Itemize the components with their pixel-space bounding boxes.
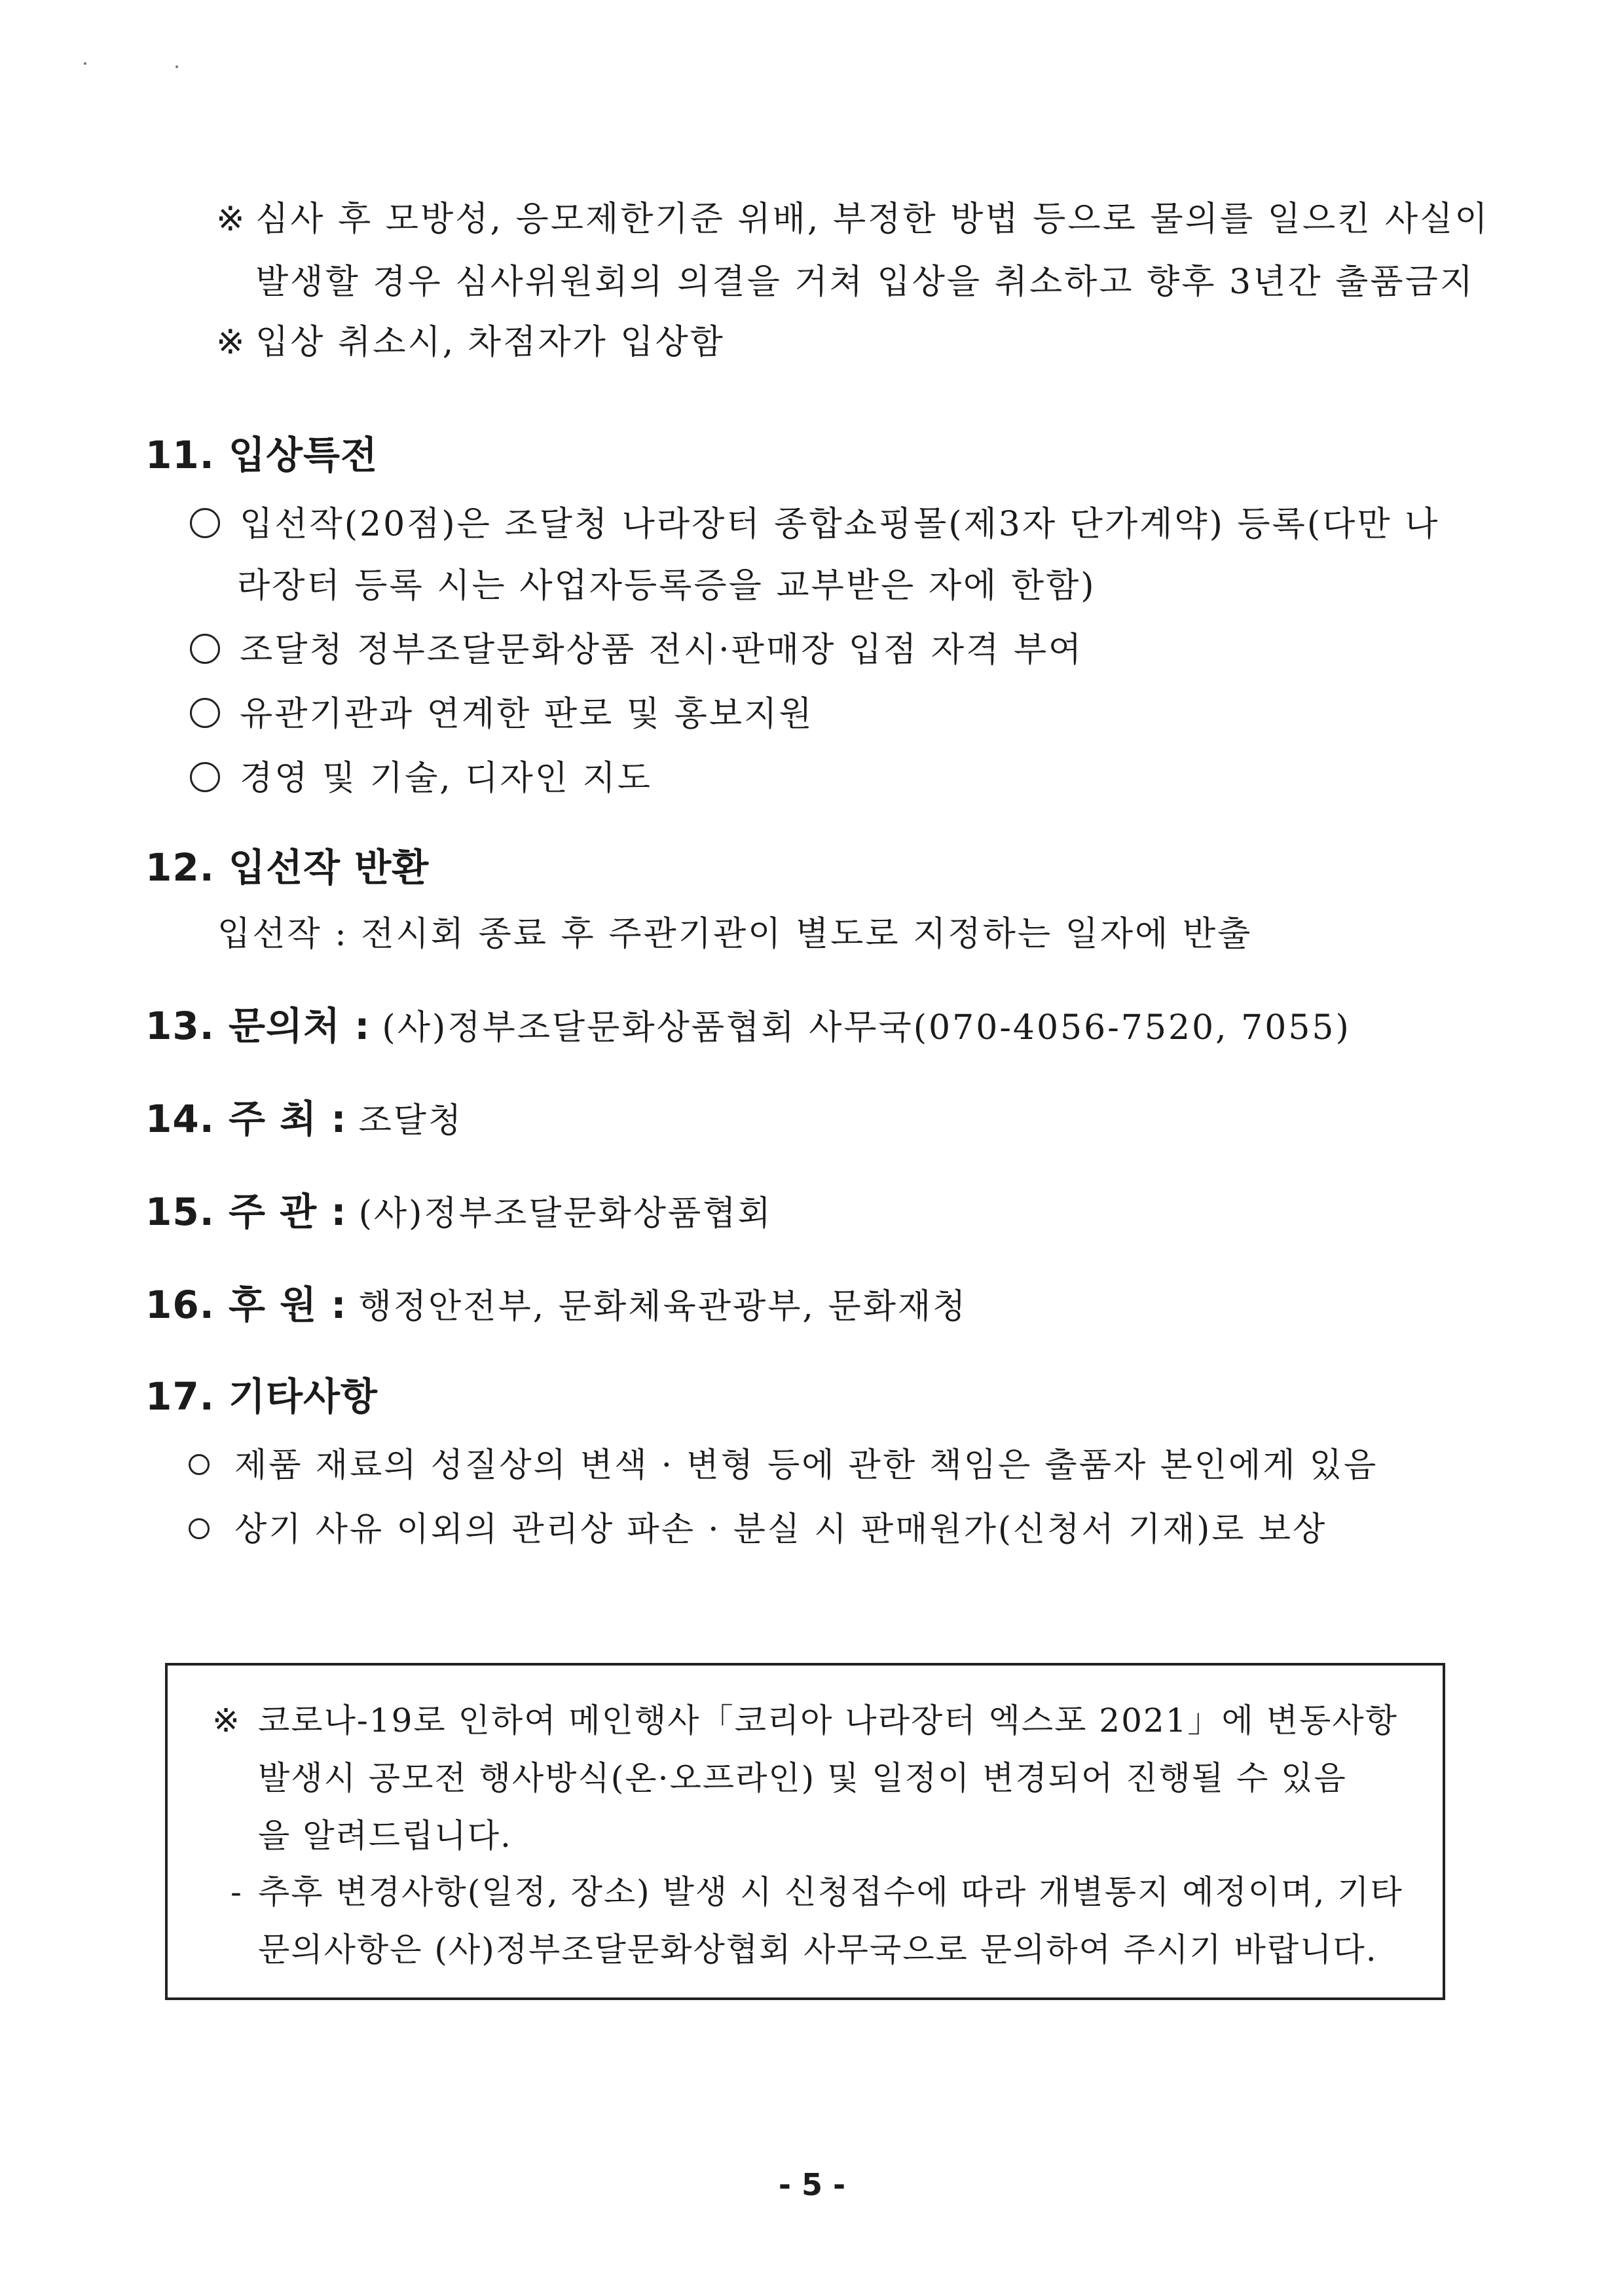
reference-mark: ※: [216, 200, 247, 239]
section-heading: 12. 입선작 반환: [145, 845, 430, 890]
circle-bullet-icon: [190, 508, 220, 538]
section-text: 행정안전부, 문화체육관광부, 문화재청: [358, 1287, 968, 1326]
section-text: (사)정부조달문화상품협회: [358, 1194, 773, 1233]
note-line: ※ 심사 후 모방성, 응모제한기준 위배, 부정한 방법 등으로 물의를 일으킨 사실이: [216, 200, 1490, 239]
section-heading: 16. 후 원 :: [145, 1283, 347, 1327]
organizer-row: [145, 1181, 773, 1236]
notice-line: 발생시 공모전 행사방식(온·오프라인) 및 일정이 변경되어 진행될 수 있음: [258, 1759, 1347, 1797]
circle-bullet-icon: [189, 1518, 210, 1539]
section-heading: 11. 입상특전: [145, 433, 378, 477]
list-item: 제품 재료의 성질상의 변색 · 변형 등에 관한 책임은 출품자 본인에게 있음: [183, 1438, 1378, 1486]
circle-bullet-icon: [189, 1454, 210, 1475]
dash-marker: -: [231, 1873, 243, 1911]
list-item: 경영 및 기술, 디자인 지도: [190, 750, 652, 799]
page-number: - 5 -: [778, 2167, 846, 2202]
reference-mark: ※: [212, 1702, 241, 1740]
list-item: 유관기관과 연계한 판로 및 홍보지원: [190, 686, 814, 735]
section-heading: 17. 기타사항: [145, 1374, 378, 1419]
list-item: 조달청 정부조달문화상품 전시·판매장 입점 자격 부여: [190, 622, 1083, 671]
notice-sub-line: 문의사항은 (사)정부조달문화상협회 사무국으로 문의하여 주시기 바랍니다.: [258, 1931, 1378, 1969]
section-heading: 13. 문의처 :: [145, 1004, 371, 1048]
section-text: 조달청: [358, 1101, 464, 1140]
notice-line: ※ 코로나-19로 인하여 메인행사「코리아 나라장터 엑스포 2021」에 변동사항: [212, 1702, 1398, 1740]
notice-box: [165, 1663, 1445, 2000]
circle-bullet-icon: [190, 634, 220, 664]
list-item-continued: 라장터 등록 시는 사업자등록증을 교부받은 자에 한함): [237, 566, 1096, 606]
notice-sub-line: - 추후 변경사항(일정, 장소) 발생 시 신청접수에 따라 개별통지 예정이며, 기타: [231, 1873, 1403, 1911]
host-row: [145, 1088, 463, 1143]
circle-bullet-icon: [190, 762, 220, 792]
list-item: 입선작(20점)은 조달청 나라장터 종합쇼핑몰(제3자 단가계약) 등록(다만 나: [190, 496, 1439, 545]
circle-bullet-icon: [190, 698, 220, 728]
section-heading: 14. 주 최 :: [145, 1097, 347, 1141]
note-line: 발생할 경우 심사위원회의 의결을 거쳐 입상을 취소하고 향후 3년간 출품금지: [255, 263, 1475, 302]
sponsor-row: [145, 1274, 967, 1329]
section-heading: 15. 주 관 :: [145, 1190, 347, 1234]
notice-line: 을 알려드립니다.: [258, 1817, 512, 1855]
scan-speck: [175, 65, 178, 68]
contact-row: [145, 995, 1351, 1050]
note-line: ※ 입상 취소시, 차점자가 입상함: [216, 323, 725, 362]
reference-mark: ※: [216, 323, 247, 362]
section-text: (사)정부조달문화상품협회 사무국(070-4056-7520, 7055): [382, 1008, 1351, 1048]
scan-speck: [84, 62, 86, 65]
section-text: 입선작 : 전시회 종료 후 주관기관이 별도로 지정하는 일자에 반출: [217, 915, 1253, 954]
list-item: 상기 사유 이외의 관리상 파손 · 분실 시 판매원가(신청서 기재)로 보상: [183, 1502, 1327, 1550]
